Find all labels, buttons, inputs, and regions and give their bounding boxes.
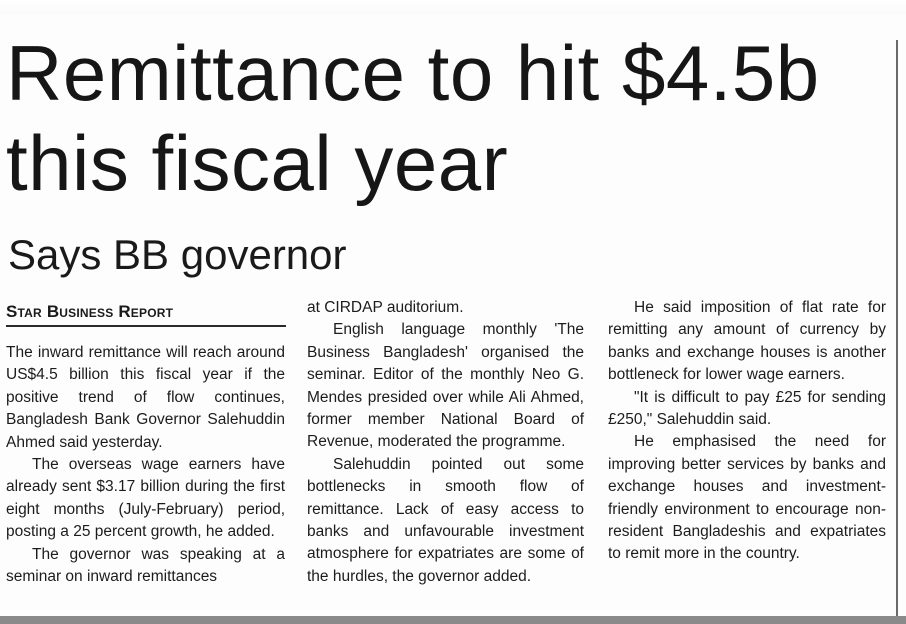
paragraph: He emphasised the need for improving better services by banks and exchange houses and investment-friendly environment to encourage non-resident Bangladeshis and expatriates to remit more in the country.	[608, 433, 886, 563]
paragraph: at CIRDAP auditorium.	[307, 299, 464, 316]
headline: Remittance to hit $4.5b this fiscal year	[6, 29, 820, 207]
article-column-1	[6, 342, 285, 588]
paragraph: He said imposition of flat rate for remitting any amount of currency by banks and exchange houses is another bottleneck for lower wage earners.	[608, 299, 886, 384]
subheadline: Says BB governor	[8, 231, 347, 278]
paragraph: The inward remittance will reach around US$4.5 billion this fiscal year if the positive trend of flow continues, Bangladesh Bank Governor Salehuddin Ahmed said yesterday.	[6, 344, 285, 451]
byline: Star Business Report	[6, 302, 174, 321]
column-border-rule	[896, 40, 898, 624]
bottom-edge	[0, 616, 906, 624]
article-column-2	[307, 297, 584, 588]
paragraph: The governor was speaking at a seminar on inward remittances	[6, 545, 285, 586]
paragraph: "It is difficult to pay £25 for sending £250," Salehuddin said.	[608, 388, 886, 429]
paragraph: English language monthly 'The Business Bangladesh' organised the seminar. Editor of the monthly Neo G. Mendes presided over while Ali Ahmed, former member National Board of Revenue, moderated the programme.	[307, 321, 584, 451]
top-edge	[0, 0, 906, 14]
byline-underline	[6, 325, 286, 327]
article-column-3	[608, 297, 886, 566]
paragraph: Salehuddin pointed out some bottlenecks in smooth flow of remittance. Lack of easy access to banks and unfavourable investment atmosphere for expatriates are some of the hurdles, the governor added.	[307, 455, 584, 585]
paragraph: The overseas wage earners have already sent $3.17 billion during the first eight months (July-February) period, posting a 25 percent growth, he added.	[6, 456, 285, 541]
